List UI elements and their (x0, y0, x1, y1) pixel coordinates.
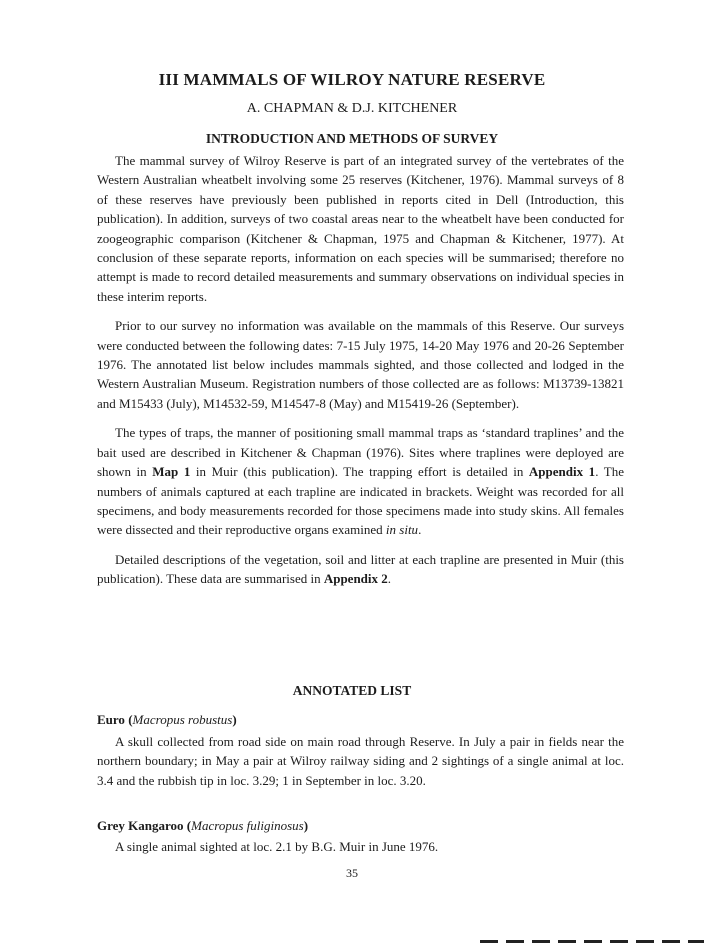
species-entry (97, 732, 624, 800)
paragraph-1: The mammal survey of Wilroy Reserve is part of an integrated survey of the vertebrates of the Western Australian wheatbelt involving some 25 reserves (Kitchener, 1976). Mammal surveys of 8 of these reserves have previously been published in reports cited in Dell (Introduction, this publication). In addition, surveys of two coastal areas near to the wheatbelt have been conducted for zoogeographic comparison (Kitchener & Chapman, 1975 and Chapman & Kitchener, 1977). At conclusion of these separate reports, information on each species will be summarised; therefore no attempt is made to record detailed measurements and summary observations on individual species in these interim reports. (97, 153, 624, 304)
map-reference: Map 1 (152, 464, 191, 480)
intro-body (97, 151, 624, 599)
species-heading: Grey Kangaroo (Macropus fuliginosus) (97, 818, 309, 833)
species-description: A single animal sighted at loc. 2.1 by B.G. Muir in June 1976. (115, 839, 439, 854)
paragraph-4: Detailed descriptions of the vegetation, soil and litter at each trapline are presented in Muir (this publication). These data are summarised in Appendix 2. (97, 551, 624, 587)
species-heading: Euro (Macropus robustus) (97, 712, 237, 727)
page-number: 35 (346, 866, 358, 880)
scan-edge-mark (480, 940, 704, 943)
appendix-reference: Appendix 2 (323, 571, 388, 587)
appendix-reference: Appendix 1 (528, 464, 596, 480)
species-description: A skull collected from road side on main road through Reserve. In July a pair in fields near the northern boundary; in May a pair at Wilroy railway siding and 2 sightings of a single animal at loc. 3.4 and the rubbish tip in loc. 3.29; 1 in September in loc. 3.20. (97, 734, 624, 788)
annotated-list-heading: ANNOTATED LIST (292, 683, 412, 698)
authors-line: A. CHAPMAN & D.J. KITCHENER (246, 101, 458, 116)
document-title: III MAMMALS OF WILROY NATURE RESERVE (158, 70, 546, 89)
species-entry (97, 837, 624, 866)
paragraph-3: The types of traps, the manner of positioning small mammal traps as ‘standard traplines’ and the bait used are described in Kitchener & Chapman (1976). Sites where traplines were deployed are shown in Map 1 in Muir (this publication). The trapping effort is detailed in Appendix 1. The numbers of animals captured at each trapline are indicated in brackets. Weight was recorded for all specimens, and body measurements recorded for those specimens made into study skins. All females were dissected and their reproductive organs examined in situ. (97, 425, 624, 538)
paragraph-2: Prior to our survey no information was available on the mammals of this Reserve. Our surveys were conducted between the following dates: 7-15 July 1975, 14-20 May 1976 and 20-26 September 1976. The annotated list below includes mammals sighted, and those collected and lodged in the Western Australian Museum. Registration numbers of those collected are as follows: M13739-13821 and M15433 (July), M14532-59, M14547-8 (May) and M15419-26 (September). (97, 318, 624, 411)
intro-heading: INTRODUCTION AND METHODS OF SURVEY (205, 131, 499, 146)
